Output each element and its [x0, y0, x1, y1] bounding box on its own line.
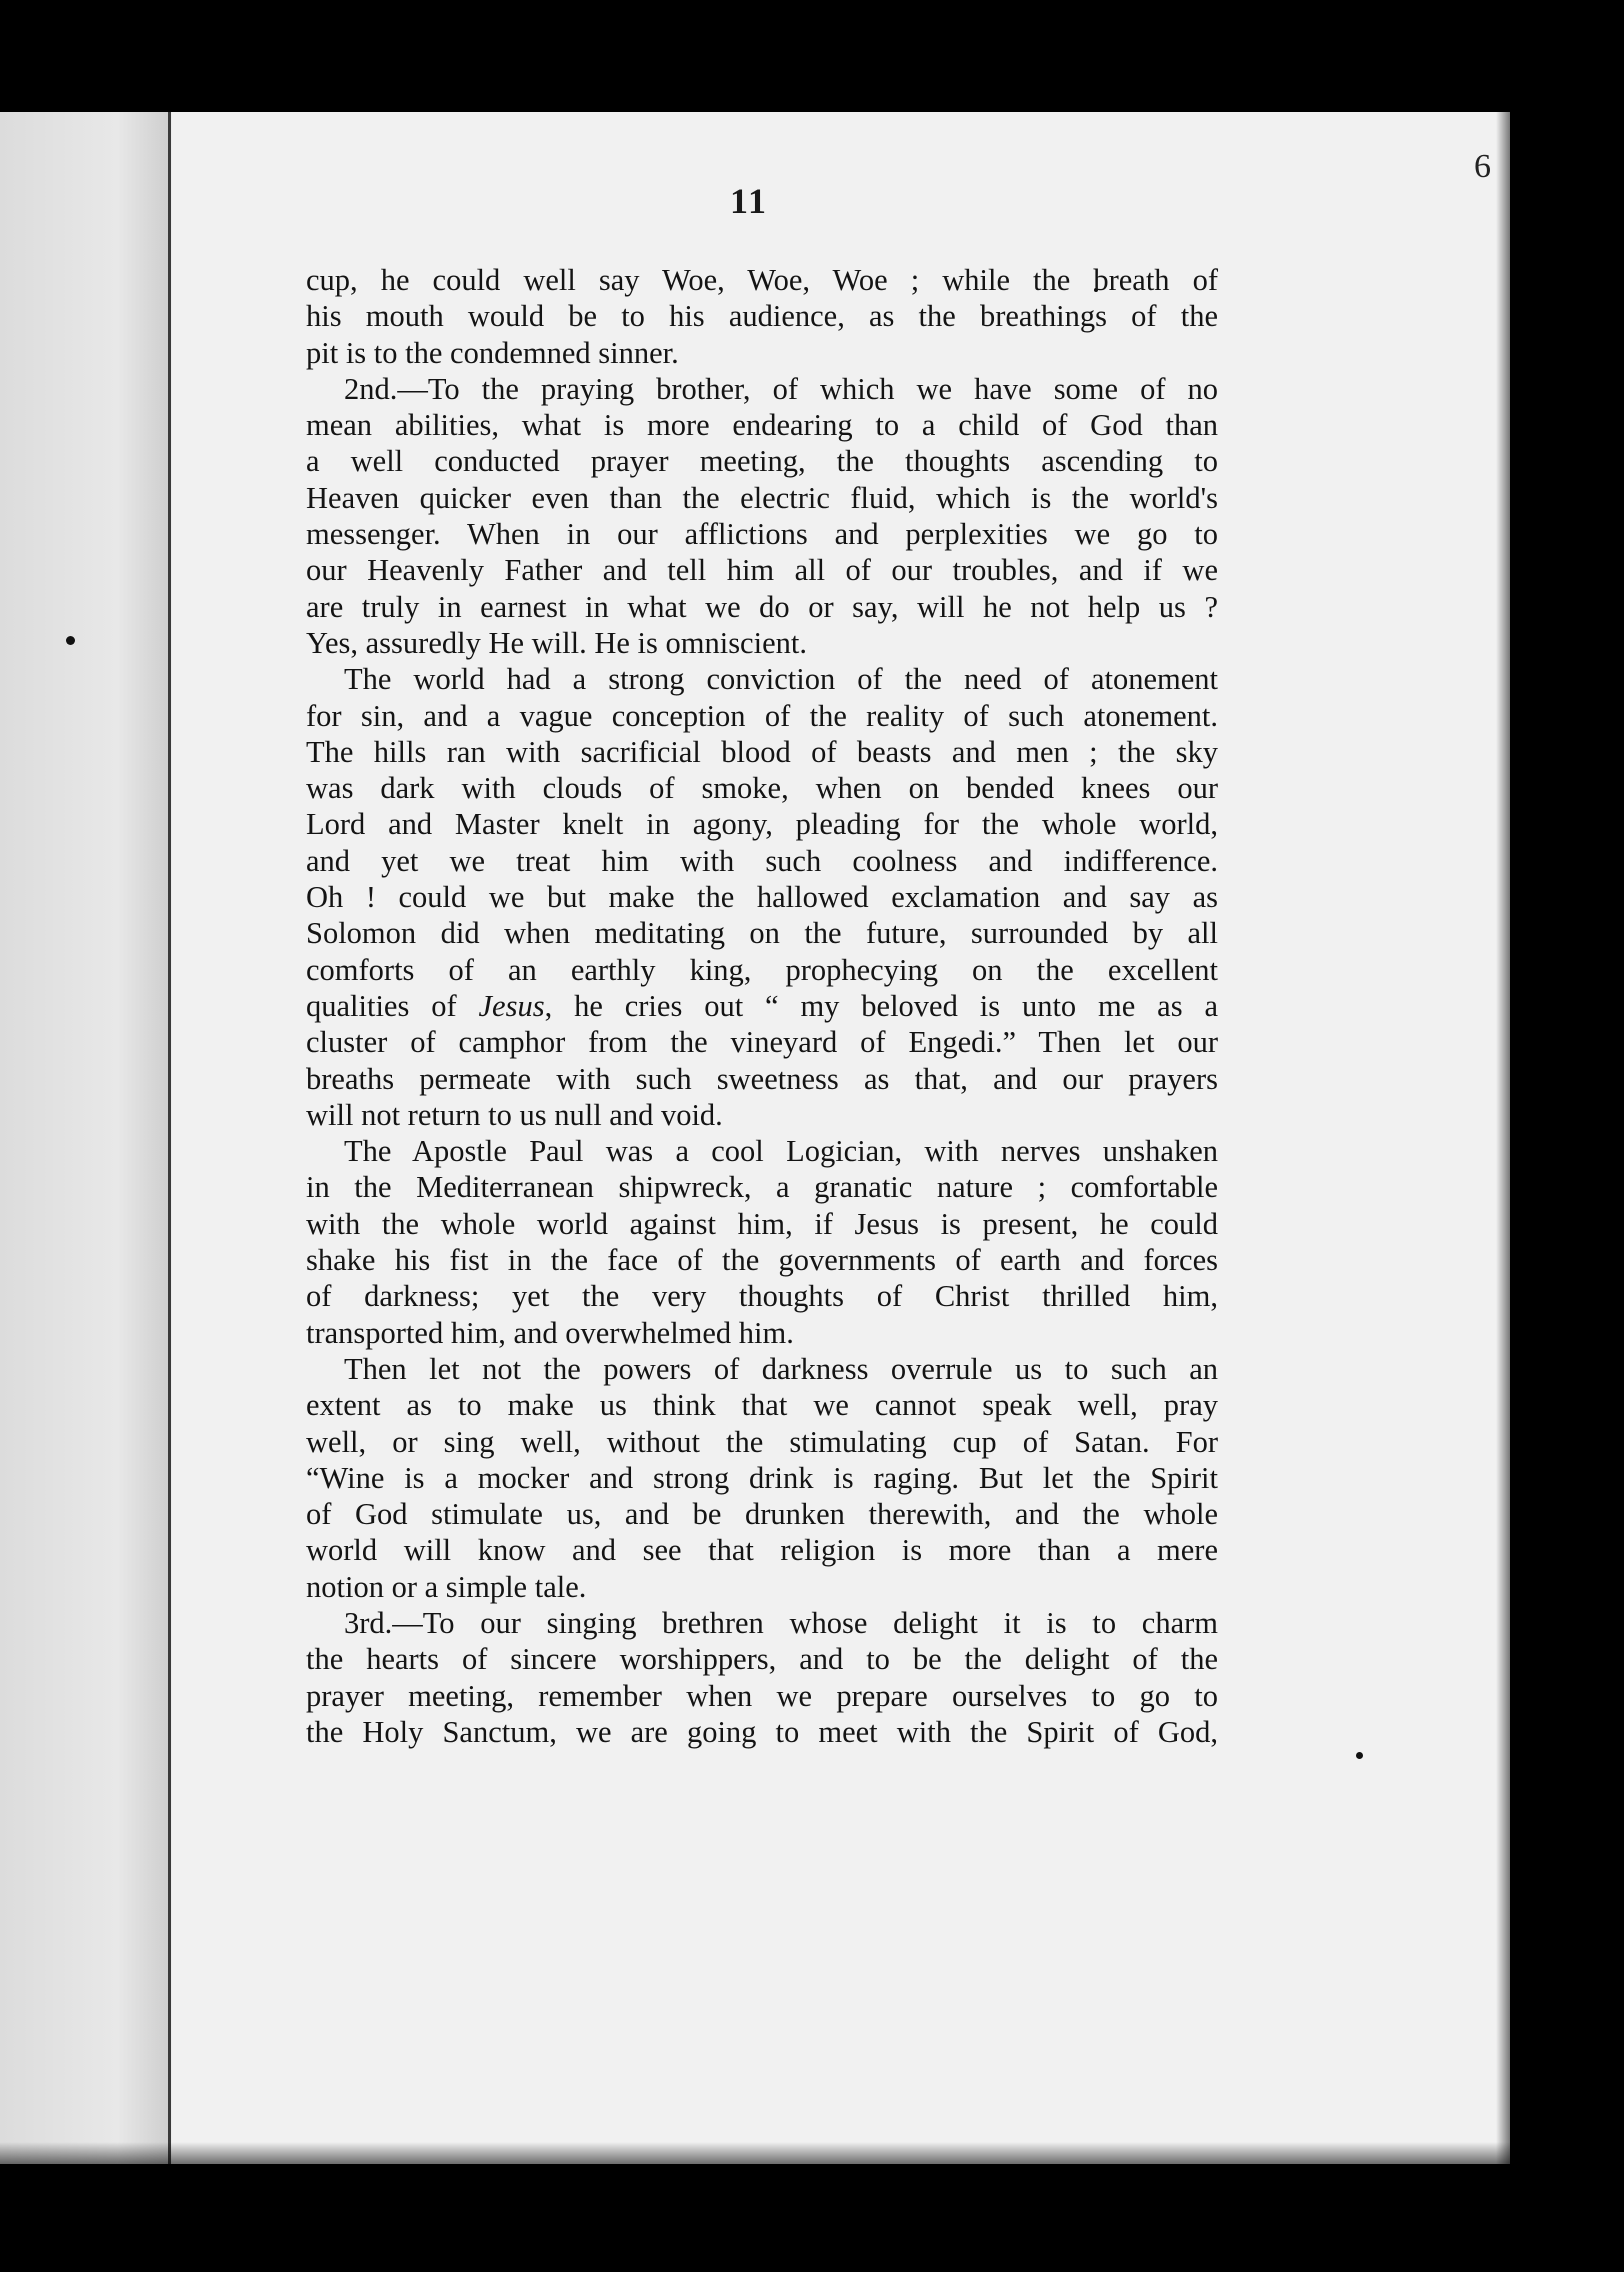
text-line: Oh ! could we but make the hallowed exclamation and say as	[306, 880, 1218, 915]
text-line: notion or a simple tale.	[306, 1569, 587, 1604]
text-line: messenger. When in our afflictions and perplexities we go to	[306, 517, 1218, 552]
text-line: The hills ran with sacrificial blood of beasts and men ; the sky	[306, 734, 1218, 769]
text-line: well, or sing well, without the stimulating cup of Satan. For	[306, 1424, 1218, 1459]
corner-mark: 6	[1474, 148, 1491, 185]
text-line: for sin, and a vague conception of the reality of such atonement.	[306, 698, 1218, 733]
text-line: was dark with clouds of smoke, when on bended knees our	[306, 771, 1218, 806]
text-line: will not return to us null and void.	[306, 1097, 723, 1132]
text-line: cup, he could well say Woe, Woe, Woe ; while the breath of	[306, 263, 1218, 297]
text-line: Yes, assuredly He will. He is omniscient.	[306, 625, 807, 660]
text-line: the Holy Sanctum, we are going to meet with the Spirit of God,	[306, 1714, 1218, 1749]
text-line: Heaven quicker even than the electric fluid, which is the world's	[306, 480, 1218, 515]
text-line: 2nd.—To the praying brother, of which we have some of no	[344, 371, 1218, 406]
text-line: Lord and Master knelt in agony, pleading for the whole world,	[306, 807, 1218, 842]
text-line: are truly in earnest in what we do or say, will he not help us ?	[306, 589, 1218, 624]
text-line: pit is to the condemned sinner.	[306, 335, 679, 370]
text-line: qualities of Jesus, he cries out “ my beloved is unto me as a	[306, 988, 1218, 1023]
text-line: 3rd.—To our singing brethren whose delight it is to charm	[344, 1605, 1218, 1640]
text-line: with the whole world against him, if Jesus is present, he could	[306, 1206, 1218, 1241]
text-line: world will know and see that religion is more than a mere	[306, 1533, 1218, 1568]
text-line: breaths permeate with such sweetness as that, and our prayers	[306, 1061, 1218, 1096]
text-line: mean abilities, what is more endearing to a child of God than	[306, 408, 1218, 443]
text-line: prayer meeting, remember when we prepare ourselves to go to	[306, 1678, 1218, 1713]
page-number: 11	[730, 181, 769, 221]
text-line: his mouth would be to his audience, as the breathings of the	[306, 299, 1218, 334]
italic-word: Jesus	[478, 988, 545, 1023]
bottom-shadow	[0, 2142, 1510, 2164]
text-line: and yet we treat him with such coolness and indifference.	[306, 843, 1218, 878]
text-line: Solomon did when meditating on the future, surrounded by all	[306, 916, 1218, 951]
right-shadow	[1496, 112, 1510, 2164]
text-line: shake his fist in the face of the governments of earth and forces	[306, 1243, 1218, 1278]
text-line: “Wine is a mocker and strong drink is raging. But let the Spirit	[306, 1460, 1218, 1495]
text-line: cluster of camphor from the vineyard of Engedi.” Then let our	[306, 1025, 1218, 1060]
text-line: our Heavenly Father and tell him all of our troubles, and if we	[306, 553, 1218, 588]
speck-mark	[66, 636, 75, 645]
text-line: a well conducted prayer meeting, the thoughts ascending to	[306, 444, 1218, 479]
previous-page-edge	[0, 112, 171, 2164]
text-line: transported him, and overwhelmed him.	[306, 1315, 794, 1350]
text-line: comforts of an earthly king, prophecying on the excellent	[306, 952, 1218, 987]
text-line: the hearts of sincere worshippers, and to be the delight of the	[306, 1642, 1218, 1677]
body-text	[306, 262, 1218, 1750]
text-line: in the Mediterranean shipwreck, a granatic nature ; comfortable	[306, 1170, 1218, 1205]
text-line: The world had a strong conviction of the need of atonement	[344, 662, 1218, 697]
text-line: The Apostle Paul was a cool Logician, with nerves unshaken	[344, 1134, 1218, 1169]
text-line: extent as to make us think that we cannot speak well, pray	[306, 1388, 1218, 1423]
text-line: Then let not the powers of darkness overrule us to such an	[344, 1351, 1218, 1386]
text-line: of God stimulate us, and be drunken therewith, and the whole	[306, 1497, 1218, 1532]
speck-mark	[1356, 1752, 1363, 1759]
text-line: of darkness; yet the very thoughts of Christ thrilled him,	[306, 1279, 1218, 1314]
